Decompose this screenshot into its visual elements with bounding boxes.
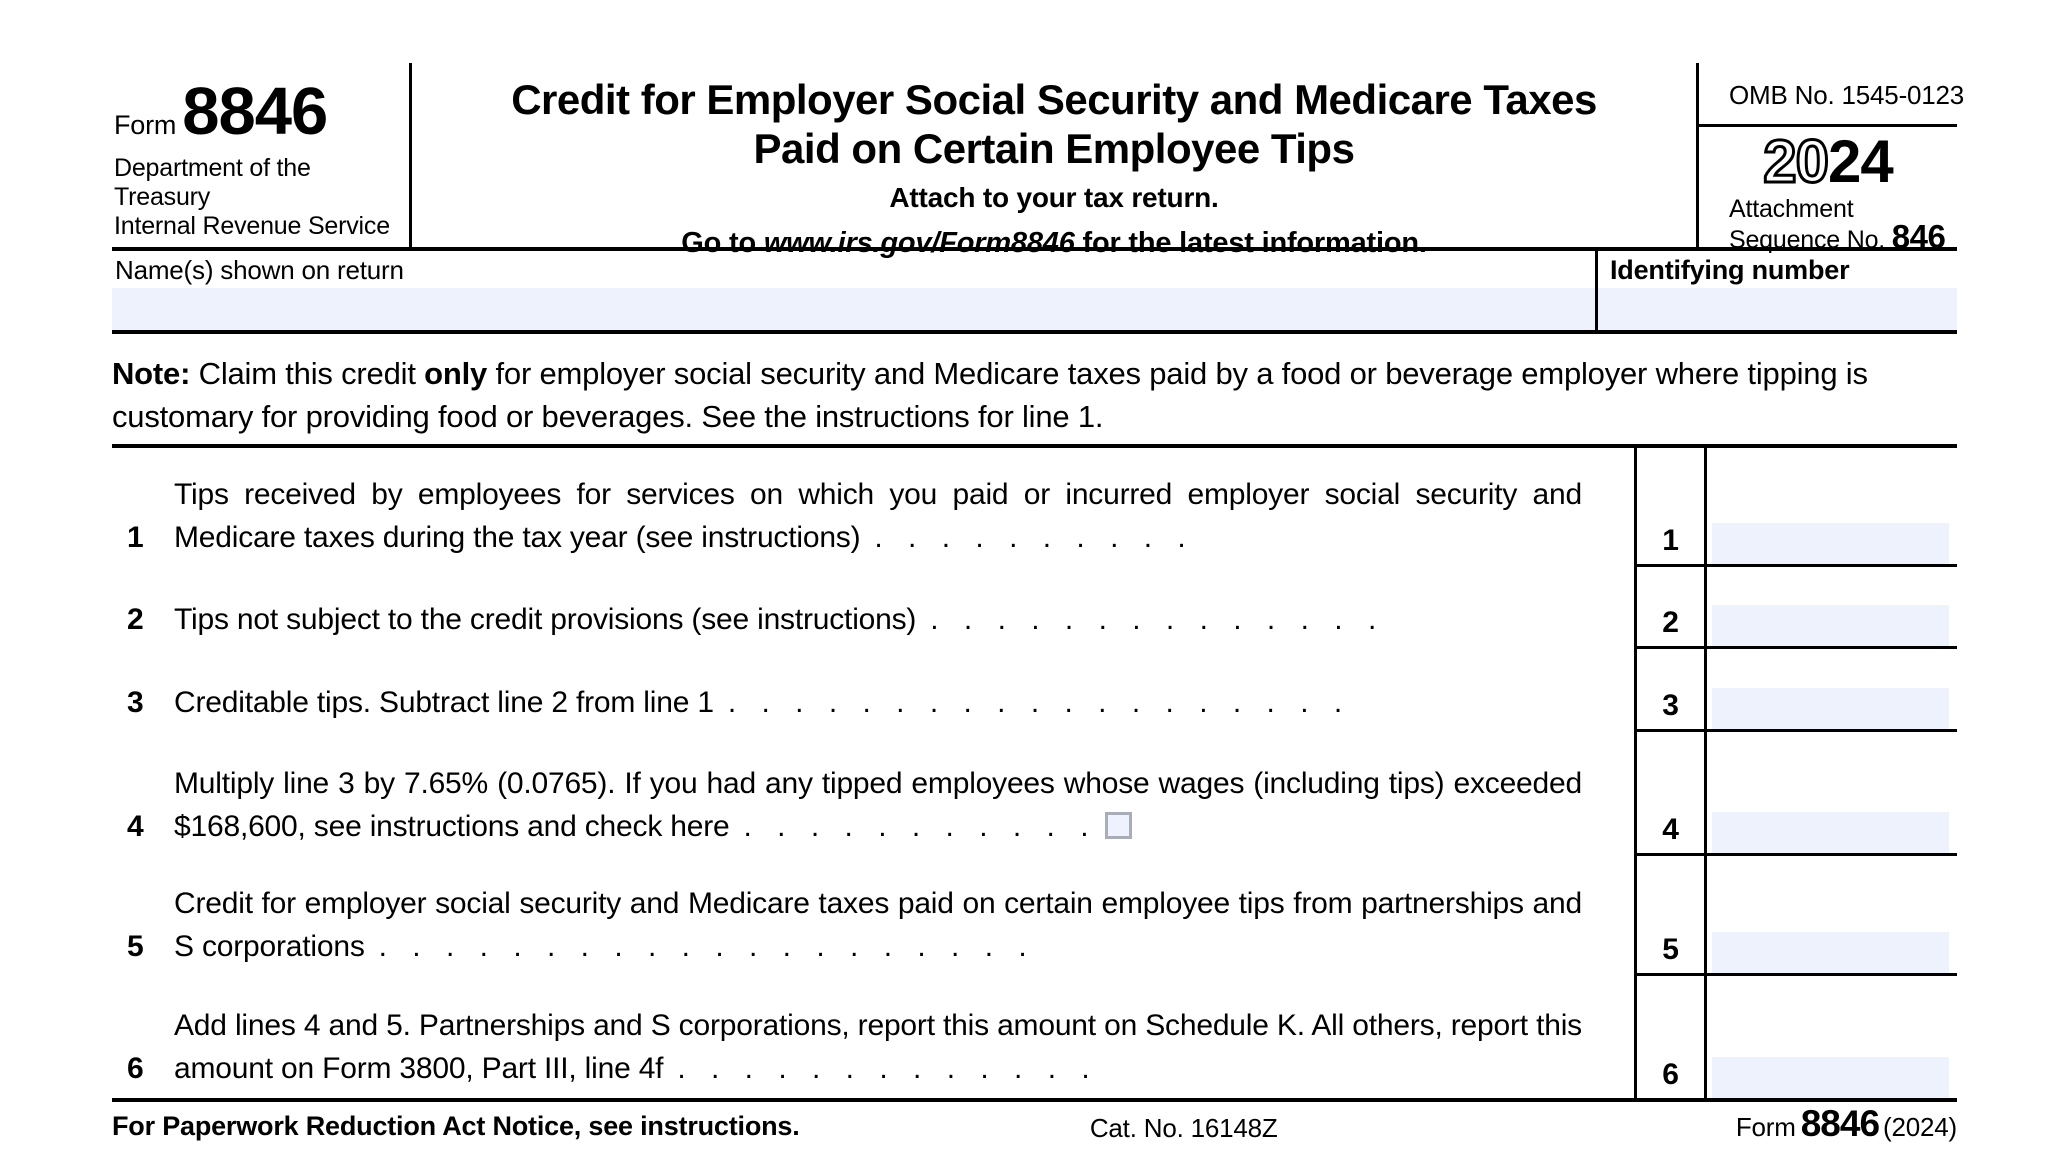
sequence-number: 846 — [1891, 218, 1946, 255]
dot-leader: . . . . . . . . . . . . . . — [930, 603, 1377, 636]
omb-number: OMB No. 1545-0123 — [1699, 63, 1957, 127]
irs-url: www.irs.gov/Form8846 — [763, 227, 1075, 259]
note-paragraph: Note: Claim this credit only for employer social security and Medicare taxes paid by a food or beverage employer where tipping is customary for providing food or beverages. See the instructions for line 1. — [112, 356, 1868, 434]
table-row-line-3 — [112, 649, 1957, 732]
form-footer — [112, 1103, 1957, 1145]
tax-year — [1699, 127, 1957, 195]
omb-block — [1699, 63, 1965, 255]
note-label: Note: — [112, 356, 191, 391]
agency-block — [114, 154, 409, 241]
sequence-label: Sequence No. — [1729, 226, 1892, 254]
identifying-number-cell — [1595, 251, 1957, 330]
dot-leader: . . . . . . . . . . . . . . . . . . . — [727, 686, 1343, 719]
line-5-box-number: 5 — [1634, 856, 1707, 976]
line-6-box-number: 6 — [1634, 976, 1707, 1098]
line-5-description: Credit for employer social security and Medicare taxes paid on certain employee tips from partnerships and S corporations . . . . . . . . . . . . . . . . . . . . — [174, 887, 1582, 963]
title-line1: Credit for Employer Social Security and Medicare Taxes — [511, 76, 1597, 123]
line-1-box-number: 1 — [1634, 448, 1707, 567]
agency-line1: Department of the Treasury — [114, 154, 311, 211]
line-4-box-number: 4 — [1634, 732, 1707, 856]
line-5-number: 5 — [127, 930, 144, 963]
form-number: 8846 — [182, 74, 328, 149]
line-6-amount-field[interactable] — [1712, 1057, 1949, 1098]
form-number-block — [112, 63, 412, 247]
name-label: Name(s) shown on return — [115, 255, 404, 285]
line-2-number: 2 — [127, 603, 144, 636]
line-2-description: Tips not subject to the credit provisions (see instructions) . . . . . . . . . . . . . . — [174, 603, 1377, 636]
line-1-description: Tips received by employees for services on which you paid or incurred employer social security and Medicare taxes during the tax year (see instructions) . . . . . . . . . . — [174, 478, 1582, 554]
line-3-box-number: 3 — [1634, 649, 1707, 732]
line-items-table — [112, 444, 1957, 1102]
line-3-number: 3 — [127, 686, 144, 719]
attachment-label: Attachment — [1729, 195, 1854, 223]
line-2-box-number: 2 — [1634, 567, 1707, 649]
line-4-checkbox[interactable] — [1105, 812, 1132, 839]
footer-form-year: (2024) — [1883, 1112, 1957, 1142]
catalog-number: Cat. No. 16148Z — [1089, 1113, 1278, 1143]
dot-leader: . . . . . . . . . . . . . — [677, 1052, 1090, 1085]
year-outline-digits: 20 — [1763, 128, 1828, 195]
line-1-amount-field[interactable] — [1712, 523, 1949, 564]
dot-leader: . . . . . . . . . . . . . . . . . . . . — [378, 930, 1027, 963]
name-input[interactable] — [112, 288, 1595, 330]
goto-instruction: Go to www.irs.gov/Form8846 for the latest information. — [681, 227, 1427, 259]
attachment-sequence — [1699, 195, 1957, 254]
title-block — [412, 63, 1699, 259]
title-line2: Paid on Certain Employee Tips — [753, 125, 1355, 172]
dot-leader: . . . . . . . . . . . — [743, 810, 1089, 843]
line-4-description: Multiply line 3 by 7.65% (0.0765). If you had any tipped employees whose wages (including tips) exceeded $168,600, see instructions and check here . . . . . . . . . . . — [174, 767, 1582, 843]
form-page — [112, 63, 1965, 1145]
line-5-amount-field[interactable] — [1712, 932, 1949, 973]
line-3-description: Creditable tips. Subtract line 2 from line 1 . . . . . . . . . . . . . . . . . . . — [174, 686, 1343, 719]
footer-form-word: Form — [1735, 1112, 1796, 1142]
identifying-number-input[interactable] — [1598, 288, 1957, 330]
form-header — [112, 63, 1965, 259]
line-6-number: 6 — [127, 1052, 144, 1085]
line-1-number: 1 — [127, 521, 144, 554]
table-row-line-1 — [112, 448, 1957, 567]
form-word: Form — [114, 110, 177, 140]
line-2-amount-field[interactable] — [1712, 605, 1949, 646]
attach-instruction: Attach to your tax return. — [889, 182, 1219, 213]
footer-form-id — [1736, 1103, 1957, 1145]
year-solid-digits: 24 — [1828, 128, 1893, 195]
form-title — [412, 75, 1696, 173]
line-3-amount-field[interactable] — [1712, 688, 1949, 729]
table-row-line-4 — [112, 732, 1957, 856]
agency-line2: Internal Revenue Service — [114, 212, 390, 240]
dot-leader: . . . . . . . . . . — [874, 521, 1186, 554]
table-row-line-2 — [112, 567, 1957, 649]
line-6-description: Add lines 4 and 5. Partnerships and S corporations, report this amount on Schedule K. All others, report this amount on Form 3800, Part III, line 4f . . . . . . . . . . . . . — [174, 1009, 1582, 1085]
paperwork-notice: For Paperwork Reduction Act Notice, see instructions. — [112, 1111, 800, 1141]
name-cell — [112, 251, 1595, 330]
line-4-number: 4 — [127, 810, 144, 843]
identifying-number-label: Identifying number — [1610, 255, 1850, 285]
table-row-line-6 — [112, 976, 1957, 1098]
name-id-section — [112, 251, 1957, 334]
line-4-amount-field[interactable] — [1712, 812, 1949, 853]
table-row-line-5 — [112, 856, 1957, 976]
footer-form-number: 8846 — [1800, 1103, 1880, 1144]
